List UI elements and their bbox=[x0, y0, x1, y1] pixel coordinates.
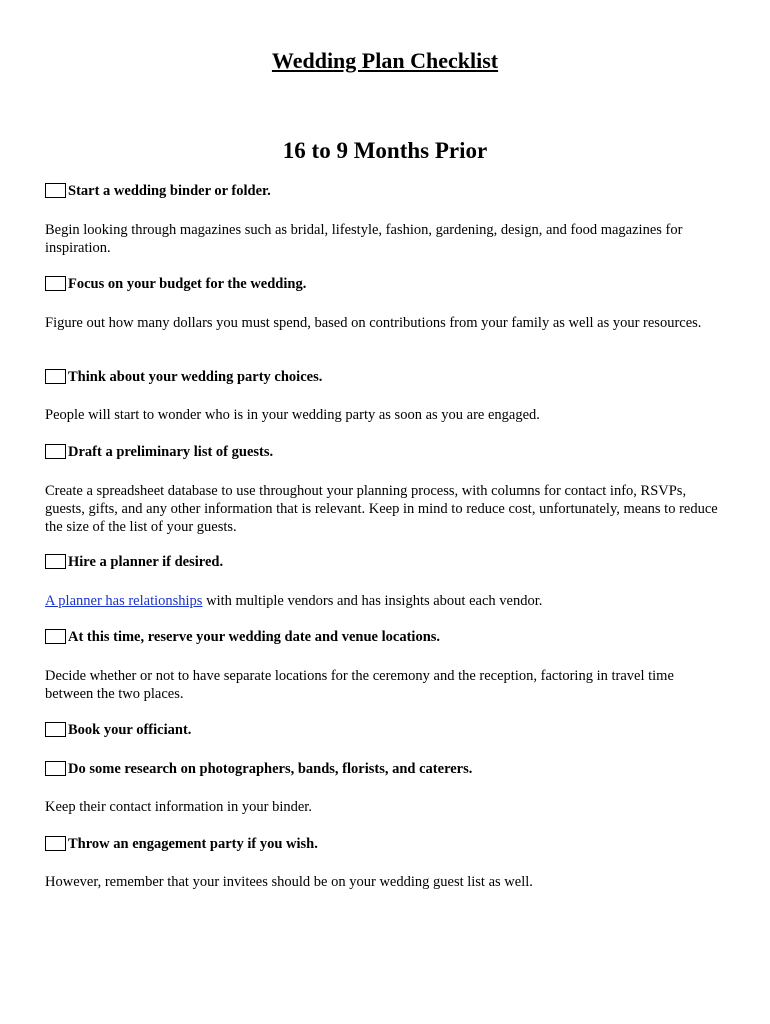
checkbox[interactable] bbox=[45, 444, 66, 459]
checklist-item-heading bbox=[45, 181, 271, 201]
checkbox[interactable] bbox=[45, 369, 66, 384]
item-heading-text: Do some research on photographers, bands, florists, and caterers. bbox=[68, 761, 473, 777]
item-body: Begin looking through magazines such as bridal, lifestyle, fashion, gardening, design, and food magazines for inspiration. bbox=[45, 222, 683, 256]
item-heading-text: Think about your wedding party choices. bbox=[68, 369, 323, 385]
checklist-item-heading bbox=[45, 552, 223, 572]
item-heading-text: Start a wedding binder or folder. bbox=[68, 183, 271, 199]
checklist-item-heading bbox=[45, 834, 318, 854]
checklist-item-heading bbox=[45, 627, 440, 647]
item-heading-text: Draft a preliminary list of guests. bbox=[68, 444, 274, 460]
item-body: Figure out how many dollars you must spend, based on contributions from your family as well as your resources. bbox=[45, 315, 702, 331]
checkbox[interactable] bbox=[45, 722, 66, 737]
item-body: People will start to wonder who is in your wedding party as soon as you are engaged. bbox=[45, 407, 540, 423]
item-heading-text: Book your officiant. bbox=[68, 722, 192, 738]
checklist-item-heading bbox=[45, 759, 472, 779]
item-body: Decide whether or not to have separate locations for the ceremony and the reception, factoring in travel time between the two places. bbox=[45, 668, 674, 702]
checklist-item-heading bbox=[45, 720, 191, 740]
item-heading-text: Throw an engagement party if you wish. bbox=[68, 836, 318, 852]
document-title: Wedding Plan Checklist bbox=[271, 48, 499, 73]
checkbox[interactable] bbox=[45, 554, 66, 569]
checkbox[interactable] bbox=[45, 629, 66, 644]
section-heading: 16 to 9 Months Prior bbox=[282, 138, 488, 163]
checkbox[interactable] bbox=[45, 183, 66, 198]
item-body: Keep their contact information in your binder. bbox=[45, 799, 312, 815]
item-heading-text: At this time, reserve your wedding date and venue locations. bbox=[68, 629, 441, 645]
checklist-item-heading bbox=[45, 442, 273, 462]
checklist-item-heading bbox=[45, 274, 306, 294]
checkbox[interactable] bbox=[45, 276, 66, 291]
item-heading-text: Hire a planner if desired. bbox=[68, 554, 224, 570]
checkbox[interactable] bbox=[45, 761, 66, 776]
checkbox[interactable] bbox=[45, 836, 66, 851]
item-body bbox=[45, 592, 725, 610]
item-body-text: with multiple vendors and has insights about each vendor. bbox=[202, 593, 543, 609]
item-heading-text: Focus on your budget for the wedding. bbox=[68, 276, 307, 292]
item-body: However, remember that your invitees should be on your wedding guest list as well. bbox=[45, 874, 533, 890]
item-body: Create a spreadsheet database to use throughout your planning process, with columns for contact info, RSVPs, guests, gifts, and any other information that is relevant. Keep in mind to reduce cost, unfortunately, means to reduce the size of the list of your guests. bbox=[45, 483, 718, 535]
planner-relationships-link[interactable]: A planner has relationships bbox=[45, 593, 203, 609]
checklist-item-heading bbox=[45, 367, 322, 387]
